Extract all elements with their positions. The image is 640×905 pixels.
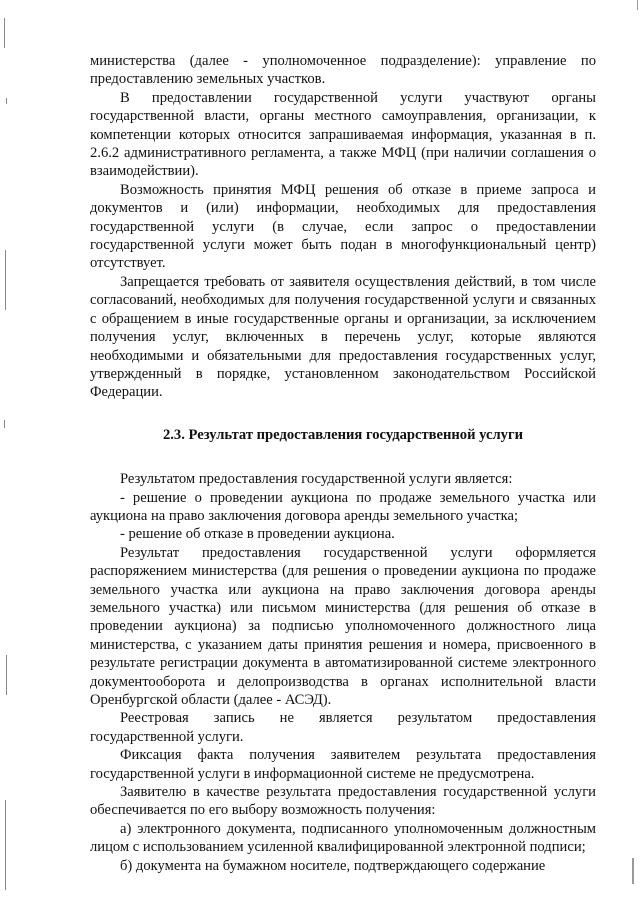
scan-edge-marks bbox=[0, 0, 14, 905]
paragraph-p3: Возможность принятия МФЦ решения об отказе в приеме запроса и документов и (или) информации, необходимых для предоставления государственной услуги (в случае, если запрос о предоставлении государственной услуги может быть подан в многофункциональный центр) отсутствует. bbox=[90, 181, 596, 272]
document-page bbox=[90, 52, 596, 875]
result-item-1: - решение о проведении аукциона по продаже земельного участка или аукциона на право заключения договора аренды земельного участка; bbox=[90, 489, 596, 524]
paragraph-p10: б) документа на бумажном носителе, подтверждающего содержание bbox=[120, 857, 546, 874]
result-item-2: - решение об отказе в проведении аукциона. bbox=[120, 526, 395, 543]
section-heading: 2.3. Результат предоставления государственной услуги bbox=[162, 426, 524, 443]
paragraph-p7: Фиксация факта получения заявителем результата предоставления государственной услуги в информационной системе не предусмотрена. bbox=[90, 747, 596, 782]
paragraph-p9: а) электронного документа, подписанного уполномоченным должностным лицом с использованием усиленной квалифицированной электронной подписи; bbox=[90, 820, 596, 856]
paragraph-p4: Запрещается требовать от заявителя осуществления действий, в том числе согласований, необходимых для получения государственной услуги и связанных с обращением в иные государственные органы и организации, за исключением получения услуг, включенных в перечень услуг, которые являются необходимыми и обязательными для предоставления государственных услуг, утвержденный в порядке, установленном законодательством Российской Федерации. bbox=[90, 273, 596, 401]
paragraph-p5: Результат предоставления государственной услуги оформляется распоряжением министерства (для решения о проведении аукциона по продаже земельного участка или аукциона на право заключения договора аренды земельного участка) или письмом министерства (для решения об отказе в проведении аукциона) за подписью уполномоченного должностного лица министерства, с указанием даты принятия решения и номера, присвоенного в результате регистрации документа в автоматизированной системе электронного документооборота и делопроизводства в органах исполнительной власти Оренбургской области (далее - АСЭД). bbox=[90, 544, 596, 708]
scan-right-mark bbox=[632, 858, 634, 884]
paragraph-p1: министерства (далее - уполномоченное подразделение): управление по предоставлению земельных участков. bbox=[90, 53, 596, 88]
paragraph-p8: Заявителю в качестве результата предоставления государственной услуги обеспечивается по его выбору возможность получения: bbox=[90, 784, 596, 819]
paragraph-p6: Реестровая запись не является результатом предоставления государственной услуги. bbox=[90, 710, 596, 745]
result-intro: Результатом предоставления государственной услуги является: bbox=[120, 471, 513, 488]
scan-top-mark bbox=[637, 0, 638, 10]
paragraph-p2: В предоставлении государственной услуги участвуют органы государственной власти, органы местного самоуправления, организации, к компетенции которых относится запрашиваемая информация, указанная в п. 2.6.2 административного регламента, а также МФЦ (при наличии соглашения о взаимодействии). bbox=[90, 89, 596, 180]
